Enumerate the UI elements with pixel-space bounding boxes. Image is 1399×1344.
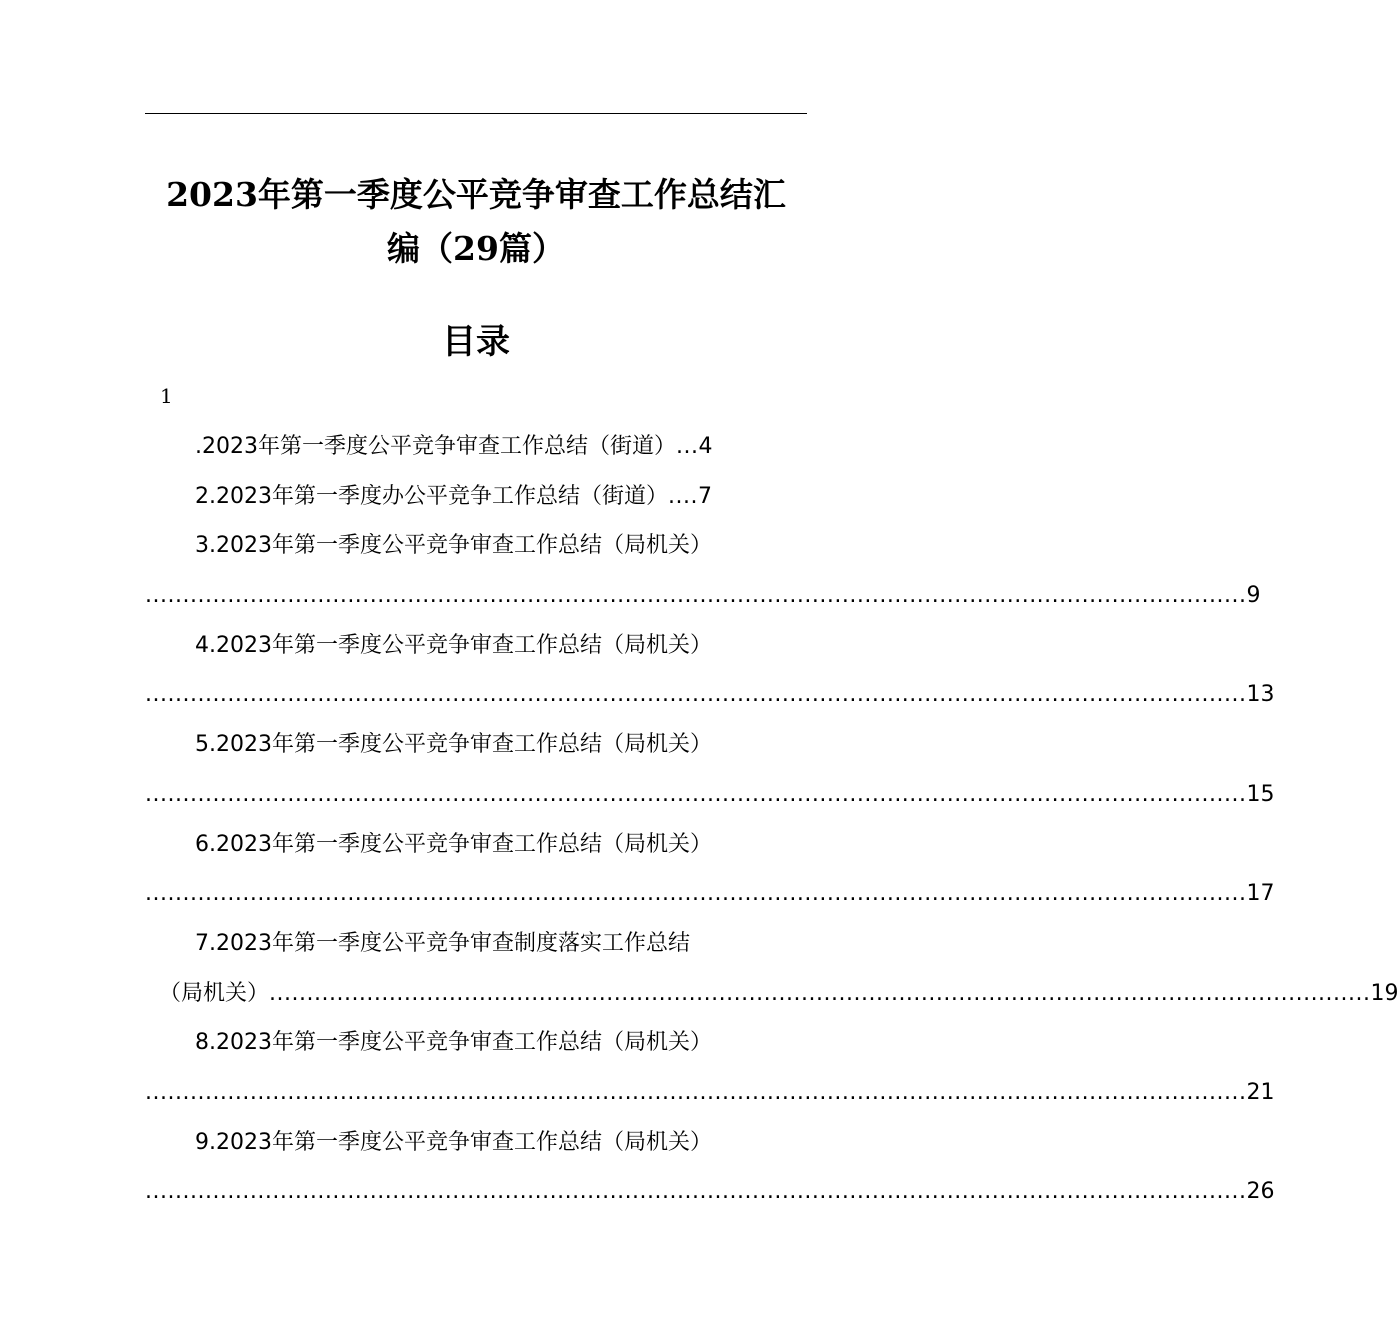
toc-leader: ................................................................................................................................................... <box>145 781 1247 807</box>
toc-page-number[interactable]: 17 <box>1246 881 1275 907</box>
toc-entry-2[interactable] <box>145 472 807 522</box>
toc-entry-5-leader-line[interactable] <box>145 770 1275 820</box>
toc-heading: 目录 <box>442 322 510 362</box>
toc-entry-3[interactable] <box>145 521 807 571</box>
toc-entry-text[interactable]: 5.2023年第一季度公平竞争审查工作总结（局机关） <box>195 732 712 758</box>
toc-entry-6-leader-line[interactable] <box>145 869 1275 919</box>
toc-leader: ................................................................................................................................................... <box>145 583 1247 609</box>
toc-entry-text[interactable]: 8.2023年第一季度公平竞争审查工作总结（局机关） <box>195 1030 712 1056</box>
toc-page-number[interactable]: 13 <box>1246 682 1275 708</box>
toc-entry-continuation[interactable]: （局机关） <box>159 980 270 1006</box>
toc-entry-text[interactable]: .2023年第一季度公平竞争审查工作总结（街道） <box>195 434 676 459</box>
toc-entry-8-leader-line[interactable] <box>145 1068 1275 1118</box>
toc-entry-text[interactable]: 2.2023年第一季度办公平竞争工作总结（街道） <box>195 483 668 509</box>
toc-entry-4-leader-line[interactable] <box>145 670 1275 720</box>
toc-entry-text[interactable]: 6.2023年第一季度公平竞争审查工作总结（局机关） <box>195 831 712 857</box>
toc-entry-6[interactable] <box>145 820 807 870</box>
document-title <box>145 168 807 276</box>
toc-leader: ................................................................................................................................................... <box>145 682 1247 708</box>
toc-entry-8[interactable] <box>145 1018 807 1068</box>
stray-number: 1 <box>160 384 173 408</box>
toc-entry-9-leader-line[interactable] <box>145 1167 1275 1217</box>
toc-entry-7[interactable] <box>145 919 807 969</box>
toc-page-number[interactable]: 9 <box>1246 583 1261 609</box>
title-line-2: 编（29篇） <box>387 229 565 268</box>
toc-page-number[interactable]: 15 <box>1246 781 1275 807</box>
header-rule <box>145 113 807 114</box>
toc-entry-7-leader-line[interactable] <box>145 969 1399 1019</box>
toc-page-number[interactable]: 19 <box>1370 980 1399 1006</box>
toc-entry-text[interactable]: 9.2023年第一季度公平竞争审查工作总结（局机关） <box>195 1129 712 1155</box>
toc-leader: .... <box>667 483 698 509</box>
toc-entry-text[interactable]: 4.2023年第一季度公平竞争审查工作总结（局机关） <box>195 632 712 658</box>
toc-leader: ................................................................................................................................................... <box>145 881 1247 907</box>
title-line-1: 2023年第一季度公平竞争审查工作总结汇 <box>166 175 786 214</box>
table-of-contents <box>145 422 1399 1217</box>
toc-page-number[interactable]: 7 <box>697 483 712 509</box>
toc-page-number[interactable]: 21 <box>1246 1079 1275 1105</box>
toc-leader: ................................................................................................................................................... <box>145 1079 1247 1105</box>
toc-entry-1[interactable] <box>145 422 807 472</box>
toc-leader: ... <box>675 434 699 459</box>
toc-entry-text[interactable]: 3.2023年第一季度公平竞争审查工作总结（局机关） <box>195 533 712 559</box>
toc-leader: ................................................................................................................................................... <box>269 980 1371 1006</box>
toc-page-number[interactable]: 4 <box>698 434 713 459</box>
toc-entry-4[interactable] <box>145 621 807 671</box>
toc-entry-5[interactable] <box>145 720 807 770</box>
toc-leader: ................................................................................................................................................... <box>145 1179 1247 1205</box>
toc-entry-3-leader-line[interactable] <box>145 571 1261 621</box>
toc-entry-9[interactable] <box>145 1118 807 1168</box>
toc-entry-text[interactable]: 7.2023年第一季度公平竞争审查制度落实工作总结 <box>195 930 690 956</box>
toc-page-number[interactable]: 26 <box>1246 1179 1275 1205</box>
